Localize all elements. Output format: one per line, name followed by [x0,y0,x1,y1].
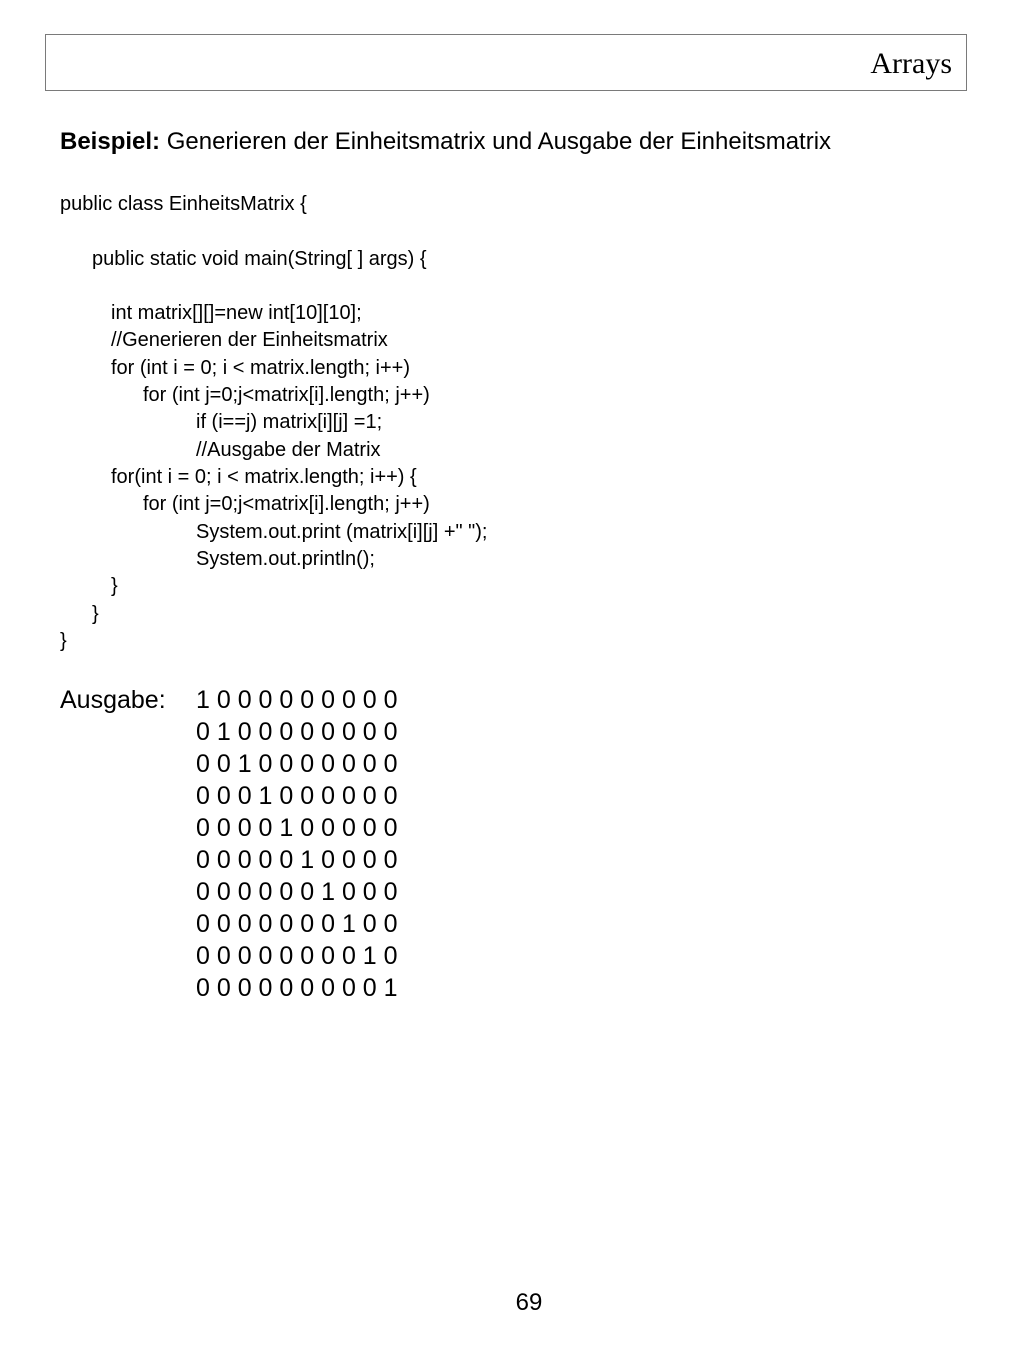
matrix-row: 0 0 1 0 0 0 0 0 0 0 [196,750,398,778]
matrix-row: 1 0 0 0 0 0 0 0 0 0 [196,686,398,714]
code-line: System.out.println(); [196,548,375,570]
matrix-row: 0 0 0 1 0 0 0 0 0 0 [196,782,398,810]
code-line: for (int j=0;j<matrix[i].length; j++) [143,493,430,515]
code-line: for (int j=0;j<matrix[i].length; j++) [143,384,430,406]
matrix-row: 0 0 0 0 1 0 0 0 0 0 [196,814,398,842]
example-description: Generieren der Einheitsmatrix und Ausgabe der Einheitsmatrix [160,128,832,155]
code-line: if (i==j) matrix[i][j] =1; [196,411,383,433]
header-box [45,34,967,91]
code-line: } [111,575,118,597]
page-title: Arrays [870,47,952,80]
example-heading [60,126,831,158]
matrix-row: 0 0 0 0 0 0 1 0 0 0 [196,878,398,906]
matrix-row: 0 0 0 0 0 1 0 0 0 0 [196,846,398,874]
page-number: 69 [515,1289,543,1316]
code-line: System.out.print (matrix[i][j] +" "); [196,521,488,543]
matrix-row: 0 0 0 0 0 0 0 1 0 0 [196,910,398,938]
code-line: } [92,603,99,625]
code-line: int matrix[][]=new int[10][10]; [111,302,362,324]
code-line: public class EinheitsMatrix { [60,193,307,215]
code-line: //Ausgabe der Matrix [196,439,381,461]
code-line: public static void main(String[ ] args) { [92,248,427,270]
code-line: //Generieren der Einheitsmatrix [111,329,388,351]
code-line: } [60,630,67,652]
matrix-row: 0 0 0 0 0 0 0 0 0 1 [196,974,398,1002]
code-line: for (int i = 0; i < matrix.length; i++) [111,357,411,379]
example-label: Beispiel: [60,128,161,155]
matrix-row: 0 1 0 0 0 0 0 0 0 0 [196,718,398,746]
code-line: for(int i = 0; i < matrix.length; i++) { [111,466,417,488]
matrix-row: 0 0 0 0 0 0 0 0 1 0 [196,942,398,970]
output-label: Ausgabe: [60,686,166,714]
